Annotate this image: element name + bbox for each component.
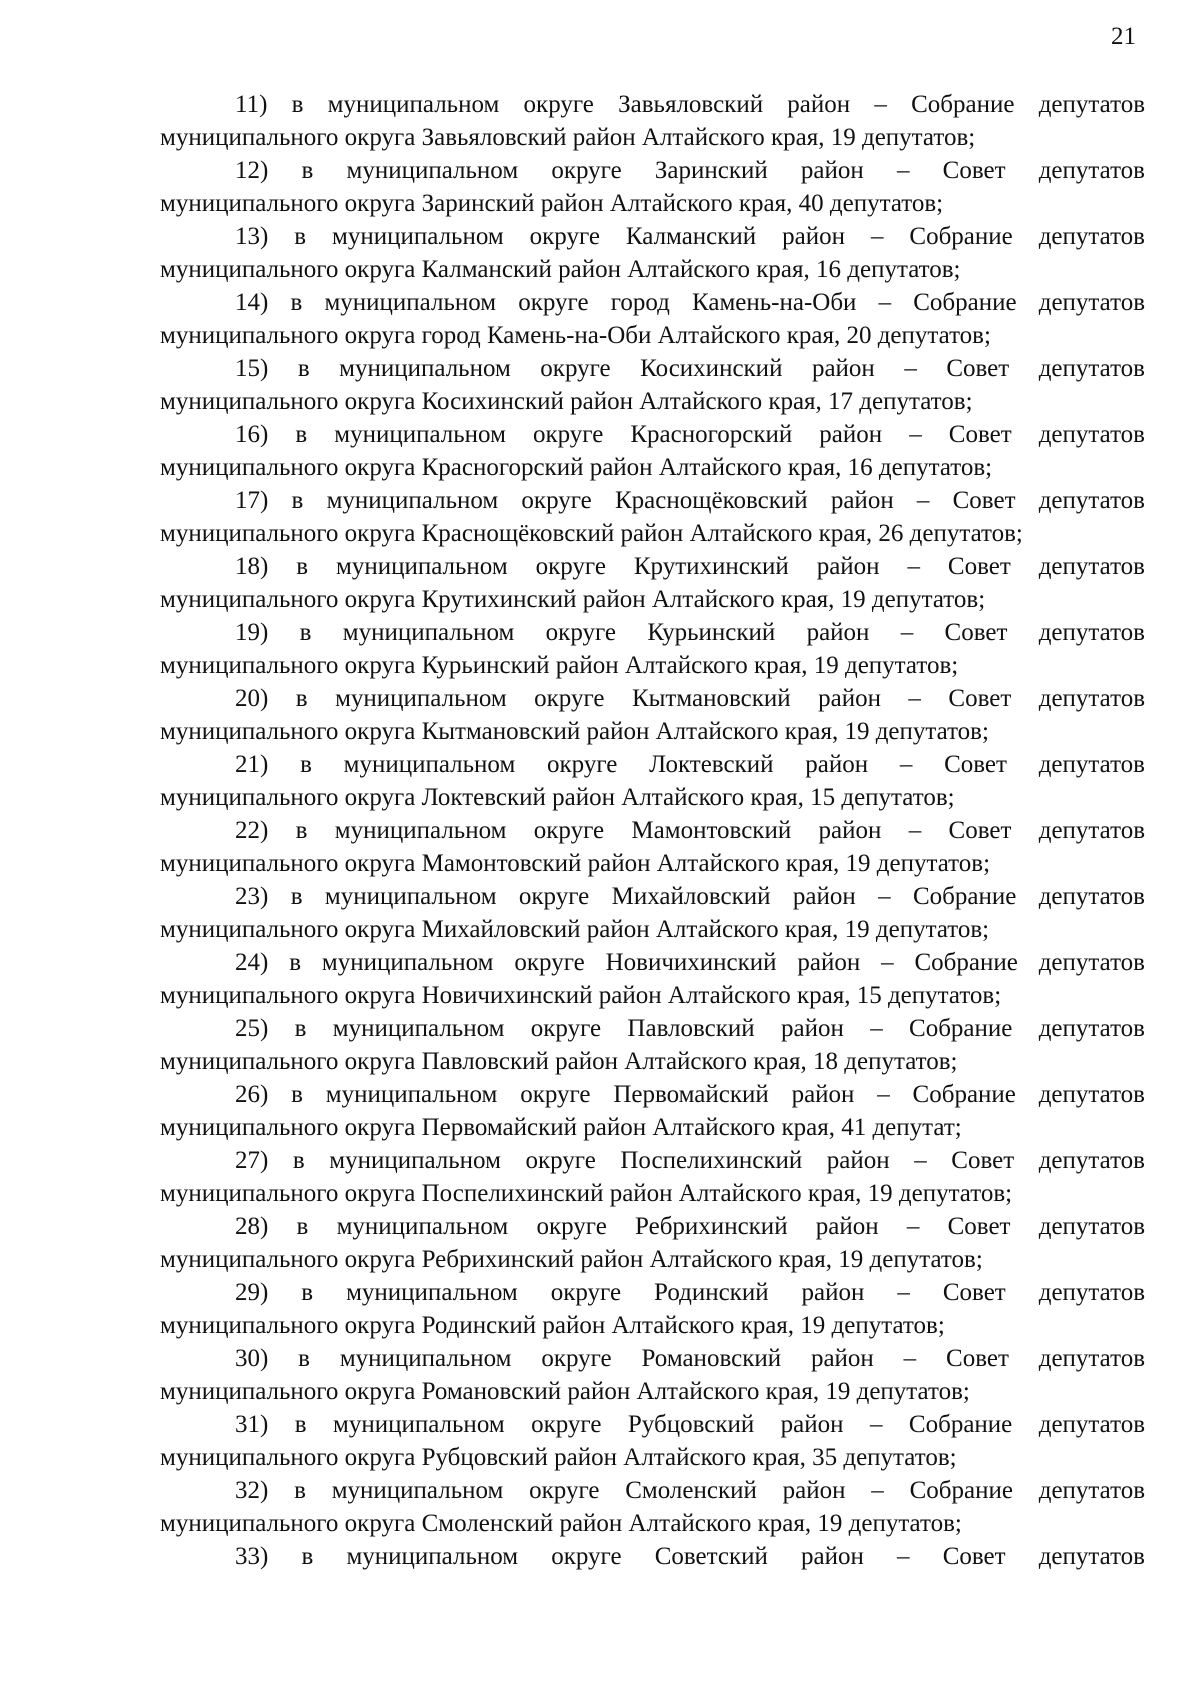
list-item-first-line: 16) в муниципальном округе Красногорский район – Совет депутатов: [235, 421, 1145, 448]
list-item-first-line: 28) в муниципальном округе Ребрихинский район – Совет депутатов: [235, 1213, 1145, 1240]
list-item: [160, 1342, 1145, 1408]
list-item: [160, 1540, 1145, 1573]
page-number: 21: [1111, 23, 1136, 50]
list-item: [160, 220, 1145, 286]
list-item: [160, 418, 1145, 484]
list-item-first-line: 26) в муниципальном округе Первомайский район – Собрание депутатов: [235, 1081, 1145, 1108]
list-item-continuation: муниципального округа Завьяловский район Алтайского края, 19 депутатов;: [160, 124, 976, 151]
list-item: [160, 352, 1145, 418]
list-item-first-line: 25) в муниципальном округе Павловский район – Собрание депутатов: [235, 1015, 1145, 1042]
list-item-continuation: муниципального округа Мамонтовский район Алтайского края, 19 депутатов;: [160, 850, 991, 877]
list-item-continuation: муниципального округа Краснощёковский район Алтайского края, 26 депутатов;: [160, 520, 1023, 547]
list-item: [160, 154, 1145, 220]
list-item-continuation: муниципального округа Родинский район Алтайского края, 19 депутатов;: [160, 1312, 945, 1339]
list-item-continuation: муниципального округа Заринский район Алтайского края, 40 депутатов;: [160, 190, 944, 217]
list-item-first-line: 13) в муниципальном округе Калманский район – Собрание депутатов: [235, 223, 1145, 250]
list-item: [160, 880, 1145, 946]
list-item: [160, 1078, 1145, 1144]
list-item-continuation: муниципального округа Романовский район Алтайского края, 19 депутатов;: [160, 1378, 970, 1405]
list-item: [160, 550, 1145, 616]
list-item-first-line: 23) в муниципальном округе Михайловский район – Собрание депутатов: [235, 883, 1145, 910]
list-item-first-line: 24) в муниципальном округе Новичихинский район – Собрание депутатов: [235, 949, 1145, 976]
list-item-first-line: 17) в муниципальном округе Краснощёковский район – Совет депутатов: [235, 487, 1145, 514]
list-item: [160, 616, 1145, 682]
list-item-continuation: муниципального округа Кытмановский район Алтайского края, 19 депутатов;: [160, 718, 989, 745]
list-item: [160, 286, 1145, 352]
list-item-continuation: муниципального округа Михайловский район Алтайского края, 19 депутатов;: [160, 916, 990, 943]
list-item: [160, 1144, 1145, 1210]
list-item-continuation: муниципального округа Поспелихинский район Алтайского края, 19 депутатов;: [160, 1180, 1013, 1207]
list-item: [160, 484, 1145, 550]
list-item-continuation: муниципального округа Смоленский район Алтайского края, 19 депутатов;: [160, 1510, 962, 1537]
list-item-first-line: 12) в муниципальном округе Заринский район – Совет депутатов: [235, 157, 1145, 184]
list-item-first-line: 20) в муниципальном округе Кытмановский район – Совет депутатов: [235, 685, 1145, 712]
document-body: [160, 88, 1145, 1573]
list-item: [160, 682, 1145, 748]
list-item: [160, 1012, 1145, 1078]
list-item-continuation: муниципального округа Крутихинский район Алтайского края, 19 депутатов;: [160, 586, 986, 613]
list-item: [160, 1474, 1145, 1540]
list-item-first-line: 14) в муниципальном округе город Камень-на-Оби – Собрание депутатов: [235, 289, 1145, 316]
list-item: [160, 946, 1145, 1012]
list-item-continuation: муниципального округа Косихинский район Алтайского края, 17 депутатов;: [160, 388, 973, 415]
list-item-first-line: 32) в муниципальном округе Смоленский район – Собрание депутатов: [235, 1477, 1145, 1504]
list-item: [160, 748, 1145, 814]
list-item-first-line: 31) в муниципальном округе Рубцовский район – Собрание депутатов: [235, 1411, 1145, 1438]
list-item-continuation: муниципального округа Рубцовский район Алтайского края, 35 депутатов;: [160, 1444, 957, 1471]
list-item: [160, 814, 1145, 880]
list-item-first-line: 15) в муниципальном округе Косихинский район – Совет депутатов: [235, 355, 1145, 382]
list-item-first-line: 21) в муниципальном округе Локтевский район – Совет депутатов: [235, 751, 1145, 778]
list-item-first-line: 27) в муниципальном округе Поспелихинский район – Совет депутатов: [235, 1147, 1145, 1174]
list-item: [160, 1276, 1145, 1342]
list-item-first-line: 19) в муниципальном округе Курьинский район – Совет депутатов: [235, 619, 1145, 646]
list-item-continuation: муниципального округа Первомайский район Алтайского края, 41 депутат;: [160, 1114, 962, 1141]
list-item: [160, 88, 1145, 154]
list-item-continuation: муниципального округа город Камень-на-Оби Алтайского края, 20 депутатов;: [160, 322, 991, 349]
list-item-continuation: муниципального округа Локтевский район Алтайского края, 15 депутатов;: [160, 784, 955, 811]
list-item-continuation: муниципального округа Новичихинский район Алтайского края, 15 депутатов;: [160, 982, 1002, 1009]
list-item-continuation: муниципального округа Калманский район Алтайского края, 16 депутатов;: [160, 256, 961, 283]
list-item: [160, 1210, 1145, 1276]
list-item-continuation: муниципального округа Красногорский район Алтайского края, 16 депутатов;: [160, 454, 993, 481]
list-item: [160, 1408, 1145, 1474]
list-item-first-line: 18) в муниципальном округе Крутихинский район – Совет депутатов: [235, 553, 1145, 580]
list-item-continuation: муниципального округа Павловский район Алтайского края, 18 депутатов;: [160, 1048, 958, 1075]
list-item-first-line: 33) в муниципальном округе Советский район – Совет депутатов: [235, 1543, 1145, 1570]
list-item-first-line: 22) в муниципальном округе Мамонтовский район – Совет депутатов: [235, 817, 1145, 844]
list-item-first-line: 11) в муниципальном округе Завьяловский район – Собрание депутатов: [235, 91, 1145, 118]
list-item-continuation: муниципального округа Ребрихинский район Алтайского края, 19 депутатов;: [160, 1246, 983, 1273]
list-item-continuation: муниципального округа Курьинский район Алтайского края, 19 депутатов;: [160, 652, 959, 679]
list-item-first-line: 30) в муниципальном округе Романовский район – Совет депутатов: [235, 1345, 1145, 1372]
list-item-first-line: 29) в муниципальном округе Родинский район – Совет депутатов: [235, 1279, 1145, 1306]
